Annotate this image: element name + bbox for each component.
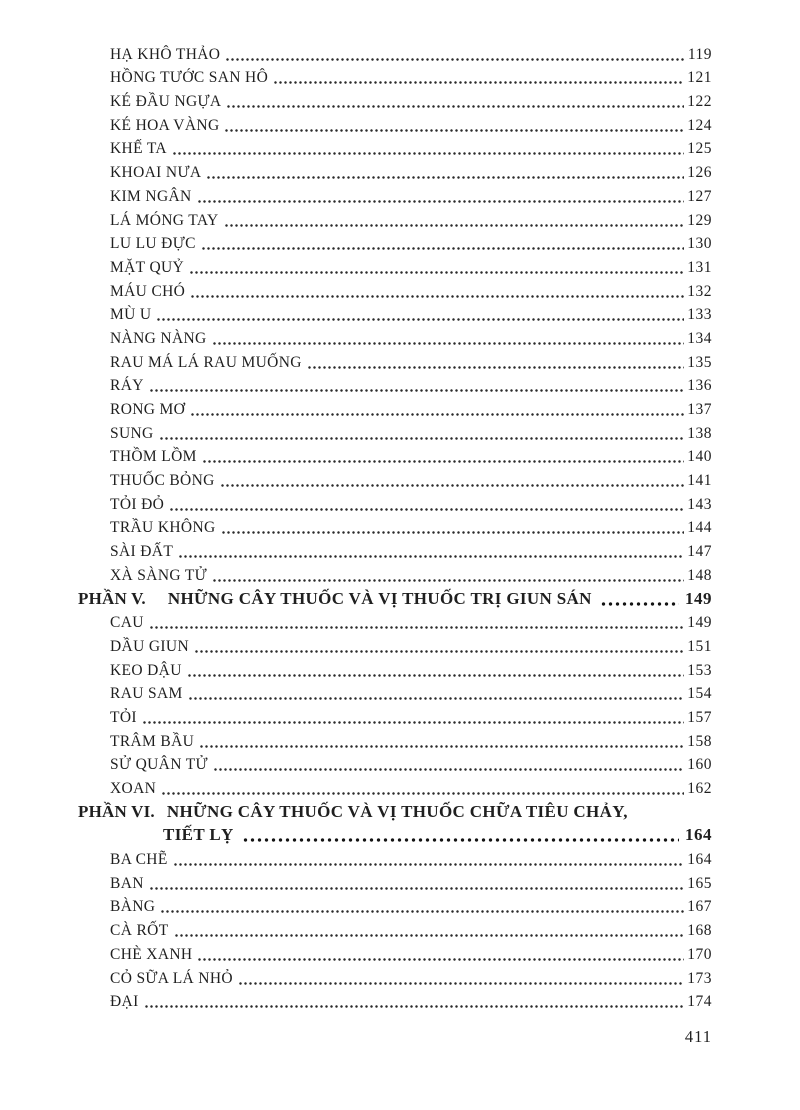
toc-entry-row: [78, 372, 712, 396]
toc-entry-row: [78, 632, 712, 656]
dot-leader: [174, 932, 685, 937]
dot-leader: [202, 458, 684, 463]
toc-section-heading: [78, 798, 712, 822]
dot-leader: [201, 245, 684, 250]
toc-entry-row: [78, 727, 712, 751]
toc-entry-row: [78, 988, 712, 1012]
toc-entry-page: 138: [687, 424, 712, 442]
dot-leader: [189, 269, 684, 274]
toc-entry-row: [78, 419, 712, 443]
toc-entry-page: 153: [687, 661, 712, 679]
dot-leader: [144, 1003, 685, 1008]
toc-entry-row: [78, 348, 712, 372]
toc-entry-label: MÙ U: [110, 306, 152, 324]
toc-entry-page: 127: [687, 187, 712, 205]
dot-leader: [238, 980, 684, 985]
toc-list: [78, 40, 712, 1011]
toc-entry-page: 129: [687, 211, 712, 229]
dot-leader: [225, 56, 684, 61]
toc-entry-row: [78, 514, 712, 538]
toc-entry-label: CHÈ XANH: [110, 945, 193, 963]
toc-entry-page: 174: [687, 993, 712, 1011]
dot-leader: [190, 293, 684, 298]
toc-entry-label: LU LU ĐỰC: [110, 235, 196, 253]
toc-entry-page: 131: [687, 258, 712, 276]
toc-entry-row: [78, 253, 712, 277]
toc-entry-page: 149: [687, 614, 712, 632]
toc-entry-label: THUỐC BỎNG: [110, 472, 215, 490]
toc-entry-page: 124: [687, 116, 712, 134]
toc-entry-label: RÁY: [110, 377, 144, 395]
toc-entry-row: [78, 609, 712, 633]
toc-entry-label: TỎI: [110, 708, 137, 726]
toc-entry-page: 154: [687, 685, 712, 703]
toc-entry-row: [78, 751, 712, 775]
toc-entry-label: HỒNG TƯỚC SAN HÔ: [110, 69, 269, 87]
toc-entry-page: 135: [687, 353, 712, 371]
toc-entry-row: [78, 206, 712, 230]
dot-leader: [212, 577, 684, 582]
toc-entry-label: CÀ RỐT: [110, 922, 169, 940]
section-heading-page: 164: [685, 825, 712, 845]
toc-entry-page: 126: [687, 164, 712, 182]
section-heading-title: NHỮNG CÂY THUỐC VÀ VỊ THUỐC TRỊ GIUN SÁN: [167, 588, 592, 608]
toc-entry-row: [78, 845, 712, 869]
toc-entry-label: RONG MƠ: [110, 401, 186, 418]
toc-entry-label: KHOAI NƯA: [110, 164, 202, 182]
toc-entry-row: [78, 158, 712, 182]
toc-entry-label: NÀNG NÀNG: [110, 329, 207, 347]
section-heading-title: NHỮNG CÂY THUỐC VÀ VỊ THUỐC CHỮA TIÊU CHẢY,: [166, 801, 628, 821]
section-heading-prefix: PHẦN V.: [78, 588, 146, 608]
toc-entry-label: BAN: [110, 874, 144, 892]
toc-entry-page: 125: [687, 140, 712, 158]
toc-entry-page: 143: [687, 495, 712, 513]
toc-entry-row: [78, 940, 712, 964]
toc-section-heading: [78, 585, 712, 609]
toc-entry-page: 121: [687, 69, 712, 87]
toc-entry-label: HẠ KHÔ THẢO: [110, 45, 221, 63]
toc-entry-label: BÀNG: [110, 898, 156, 916]
dot-leader: [226, 103, 684, 108]
toc-entry-label: KHẾ TA: [110, 140, 167, 158]
toc-entry-label: MÁU CHÓ: [110, 282, 186, 300]
dot-leader: [169, 506, 684, 511]
toc-entry-page: 147: [687, 543, 712, 561]
toc-entry-page: 173: [687, 969, 712, 987]
toc-entry-page: 141: [687, 472, 712, 490]
dot-leader: [149, 387, 684, 392]
dot-leader: [197, 956, 684, 961]
toc-entry-row: [78, 774, 712, 798]
toc-entry-row: [78, 893, 712, 917]
toc-entry-label: KÉ HOA VÀNG: [110, 116, 220, 134]
toc-entry-row: [78, 490, 712, 514]
toc-entry-page: 167: [687, 898, 712, 916]
toc-entry-row: [78, 916, 712, 940]
section-heading-page: 149: [685, 588, 712, 608]
toc-entry-page: 122: [687, 93, 712, 111]
dot-leader: [224, 222, 685, 227]
toc-entry-label: RAU MÁ LÁ RAU MUỐNG: [110, 353, 302, 371]
dot-leader: [206, 174, 684, 179]
toc-entry-label: XÀ SÀNG TỬ: [110, 566, 208, 584]
toc-entry-label: KEO DẬU: [110, 661, 182, 679]
toc-entry-label: CAU: [110, 614, 144, 632]
dot-leader: [307, 364, 684, 369]
toc-entry-row: [78, 537, 712, 561]
toc-entry-label: ĐẠI: [110, 993, 139, 1011]
toc-entry-row: [78, 230, 712, 254]
dot-leader: [190, 411, 684, 416]
toc-entry-page: 130: [687, 235, 712, 253]
toc-entry-row: [78, 324, 712, 348]
dot-leader: [213, 766, 684, 771]
toc-entry-label: SUNG: [110, 424, 154, 442]
dot-leader: [142, 719, 684, 724]
dot-leader: [149, 885, 684, 890]
toc-entry-page: 137: [687, 401, 712, 418]
toc-entry-label: TRÂM BẦU: [110, 732, 195, 750]
dot-leader: [194, 648, 684, 653]
dot-leader: [159, 435, 685, 440]
toc-entry-page: 133: [687, 306, 712, 324]
dot-leader: [187, 672, 684, 677]
dot-leader: [199, 743, 684, 748]
toc-entry-row: [78, 443, 712, 467]
toc-entry-page: 164: [687, 851, 712, 869]
toc-entry-page: 157: [687, 708, 712, 726]
toc-entry-row: [78, 301, 712, 325]
section-heading-prefix: PHẦN VI.: [78, 801, 155, 821]
toc-entry-page: 144: [687, 519, 712, 537]
section-heading-title-line2: TIẾT LỴ: [163, 825, 234, 845]
toc-entry-page: 134: [687, 329, 712, 347]
toc-entry-label: SỬ QUÂN TỬ: [110, 756, 208, 774]
toc-entry-label: RAU SAM: [110, 685, 183, 703]
dot-leader: [221, 529, 685, 534]
toc-entry-row: [78, 40, 712, 64]
toc-entry-label: MẶT QUỶ: [110, 258, 185, 276]
toc-entry-row: [78, 135, 712, 159]
toc-entry-row: [78, 964, 712, 988]
toc-entry-page: 160: [687, 756, 712, 774]
toc-entry-row: [78, 111, 712, 135]
dot-leader: [188, 695, 685, 700]
dot-leader: [220, 482, 685, 487]
toc-entry-label: BA CHẼ: [110, 851, 168, 869]
toc-entry-label: DẦU GIUN: [110, 637, 189, 655]
dot-leader: [273, 79, 684, 84]
dot-leader: [212, 340, 685, 345]
toc-entry-label: KÉ ĐẦU NGỰA: [110, 93, 222, 111]
toc-entry-row: [78, 680, 712, 704]
toc-entry-page: 140: [687, 448, 712, 466]
dot-leader: [173, 861, 685, 866]
toc-entry-page: 170: [687, 945, 712, 963]
toc-entry-page: 162: [687, 780, 712, 797]
toc-entry-page: 158: [687, 732, 712, 750]
dot-leader: [172, 150, 684, 155]
toc-entry-row: [78, 87, 712, 111]
dot-leader: [161, 790, 684, 795]
toc-entry-page: 148: [687, 566, 712, 584]
toc-entry-row: [78, 561, 712, 585]
toc-entry-row: [78, 395, 712, 419]
toc-entry-page: 151: [687, 637, 712, 655]
dot-leader: [156, 316, 684, 321]
toc-entry-row: [78, 64, 712, 88]
page-number: 411: [684, 1027, 712, 1047]
dot-leader: [224, 127, 684, 132]
toc-entry-row: [78, 182, 712, 206]
toc-entry-label: XOAN: [110, 780, 157, 797]
toc-entry-page: 168: [687, 922, 712, 940]
dot-leader-bold: [242, 836, 679, 842]
toc-entry-row: [78, 466, 712, 490]
toc-entry-label: SÀI ĐẤT: [110, 543, 174, 561]
toc-entry-row: [78, 869, 712, 893]
dot-leader-bold: [600, 600, 679, 606]
dot-leader: [160, 908, 684, 913]
toc-entry-label: LÁ MÓNG TAY: [110, 211, 219, 229]
dot-leader: [197, 198, 685, 203]
toc-entry-row: [78, 656, 712, 680]
toc-entry-label: KIM NGÂN: [110, 187, 192, 205]
toc-entry-page: 136: [687, 377, 712, 395]
toc-entry-page: 132: [687, 282, 712, 300]
toc-entry-label: TRẦU KHÔNG: [110, 519, 216, 537]
toc-entry-row: [78, 703, 712, 727]
toc-entry-label: CỎ SỮA LÁ NHỎ: [110, 969, 233, 987]
toc-section-heading-line2: [78, 822, 712, 846]
toc-entry-page: 119: [687, 45, 712, 63]
dot-leader: [178, 553, 684, 558]
toc-entry-label: THỒM LỒM: [110, 448, 197, 466]
toc-entry-page: 165: [687, 874, 712, 892]
toc-entry-row: [78, 277, 712, 301]
toc-entry-label: TỎI ĐỎ: [110, 495, 165, 513]
dot-leader: [149, 624, 684, 629]
